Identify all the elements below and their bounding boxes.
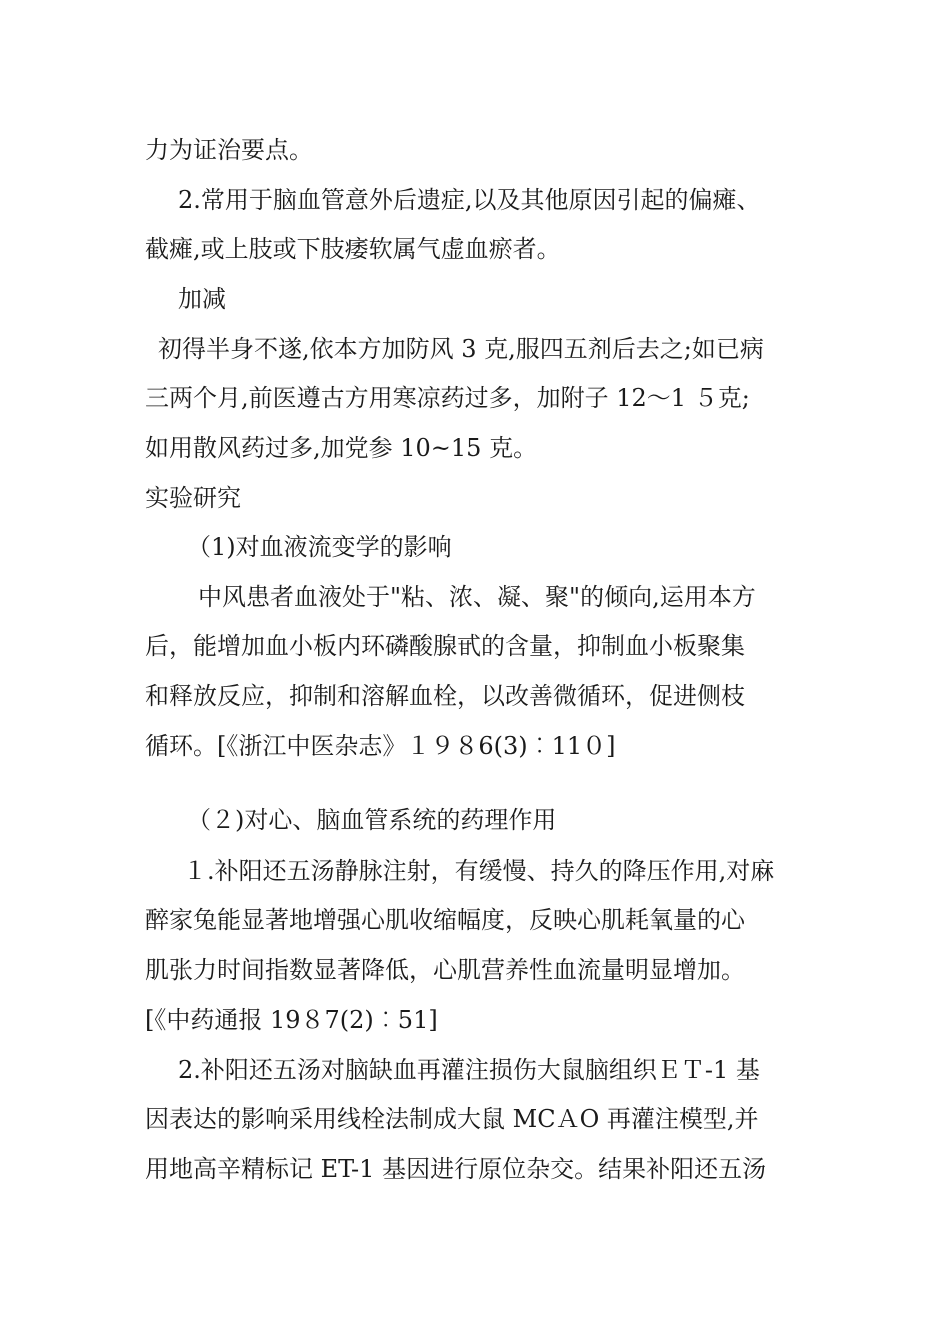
text-line: 肌张力时间指数显著降低，心肌营养性血流量明显增加。 xyxy=(145,956,745,984)
subsection-heading: （1)对血液流变学的影响 xyxy=(187,533,452,561)
text-line: 三两个月,前医遵古方用寒凉药过多，加附子 12～1 ５克; xyxy=(145,384,750,412)
text-line: 醉家兔能显著地增强心肌收缩幅度，反映心肌耗氧量的心 xyxy=(145,906,745,934)
text-line: 后，能增加血小板内环磷酸腺甙的含量，抑制血小板聚集 xyxy=(145,632,745,660)
text-line: [《中药通报 19８7(2)︰51] xyxy=(145,1006,438,1034)
text-line: 循环。[《浙江中医杂志》１９８6(3)︰11０] xyxy=(145,732,616,760)
subsection-heading: （２)对心、脑血管系统的药理作用 xyxy=(187,806,557,834)
text-line: 初得半身不遂,依本方加防风 3 克,服四五剂后去之;如已病 xyxy=(158,335,764,363)
text-line: 截瘫,或上肢或下肢痿软属气虚血瘀者。 xyxy=(145,235,561,263)
text-line: 和释放反应，抑制和溶解血栓，以改善微循环，促进侧枝 xyxy=(145,682,745,710)
text-line: 2.常用于脑血管意外后遗症,以及其他原因引起的偏瘫、 xyxy=(178,186,761,214)
section-heading: 加减 xyxy=(178,285,226,313)
text-line: 2.补阳还五汤对脑缺血再灌注损伤大鼠脑组织ＥＴ-1 基 xyxy=(178,1056,760,1084)
text-line: 如用散风药过多,加党参 10~15 克。 xyxy=(145,434,538,462)
text-line: 力为证治要点。 xyxy=(145,136,313,164)
section-heading: 实验研究 xyxy=(145,484,241,512)
text-line: 用地高辛精标记 ET-1 基因进行原位杂交。结果补阳还五汤 xyxy=(145,1155,767,1183)
text-line: １.补阳还五汤静脉注射，有缓慢、持久的降压作用,对麻 xyxy=(183,857,775,885)
text-line: 中风患者血液处于"粘、浓、凝、聚"的倾向,运用本方 xyxy=(198,583,756,611)
text-line: 因表达的影响采用线栓法制成大鼠 MCＡO 再灌注模型,并 xyxy=(145,1105,759,1133)
